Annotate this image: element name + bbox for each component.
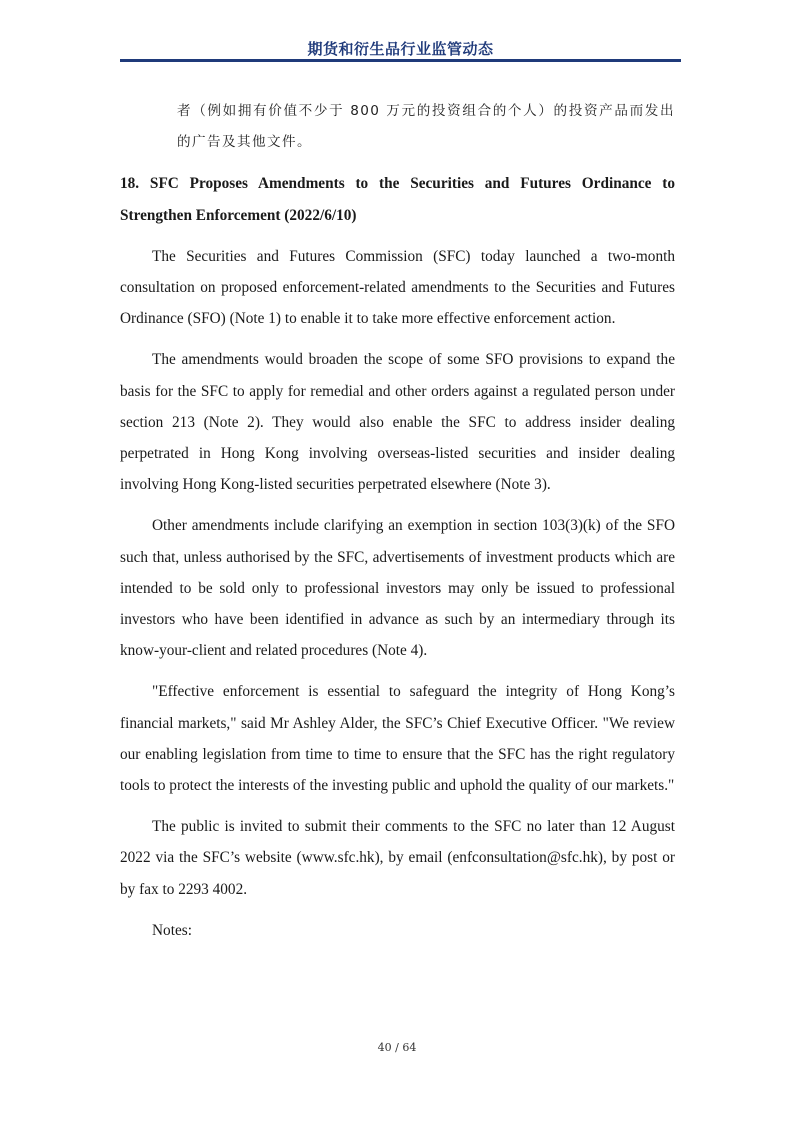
- section-heading: 18. SFC Proposes Amendments to the Securities and Futures Ordinance to Strengthen Enforcement (2022/6/10): [120, 175, 675, 224]
- running-header-title: 期货和衍生品行业监管动态: [307, 40, 494, 58]
- page-body: [120, 96, 675, 946]
- notes-label: Notes:: [152, 921, 192, 939]
- body-paragraph-3: Other amendments include clarifying an exemption in section 103(3)(k) of the SFO such that, unless authorised by the SFC, advertisements of investment products which are intended to be sold only to professional investors may only be issued to professional investors who have been identified in advance as such by an intermediary through its know-your-client and related procedures (Note 4).: [120, 517, 675, 660]
- page-number: 40 / 64: [377, 1041, 417, 1054]
- header-divider: [120, 59, 681, 62]
- body-paragraph-1: The Securities and Futures Commission (SFC) today launched a two-month consultation on proposed enforcement-related amendments to the Securities and Futures Ordinance (SFO) (Note 1) to enable it to take more effective enforcement action.: [120, 247, 675, 328]
- body-paragraph-5: The public is invited to submit their comments to the SFC no later than 12 August 2022 via the SFC’s website (www.sfc.hk), by email (enfconsultation@sfc.hk), by post or by fax to 2293 4002.: [120, 818, 675, 898]
- body-paragraph-2: The amendments would broaden the scope of some SFO provisions to expand the basis for the SFC to apply for remedial and other orders against a regulated person under section 213 (Note 2). They would also enable the SFC to address insider dealing perpetrated in Hong Kong involving overseas-listed securities and insider dealing involving Hong Kong-listed securities perpetrated elsewhere (Note 3).: [120, 351, 675, 494]
- continued-chinese-paragraph: 者（例如拥有价值不少于 800 万元的投资组合的个人）的投资产品而发出的广告及其他文件。: [177, 103, 675, 151]
- body-paragraph-4-quote: "Effective enforcement is essential to safeguard the integrity of Hong Kong’s financial markets," said Mr Ashley Alder, the SFC’s Chief Executive Officer. "We review our enabling legislation from time to time to ensure that the SFC has the right regulatory tools to protect the interests of the investing public and uphold the quality of our markets.": [120, 683, 675, 795]
